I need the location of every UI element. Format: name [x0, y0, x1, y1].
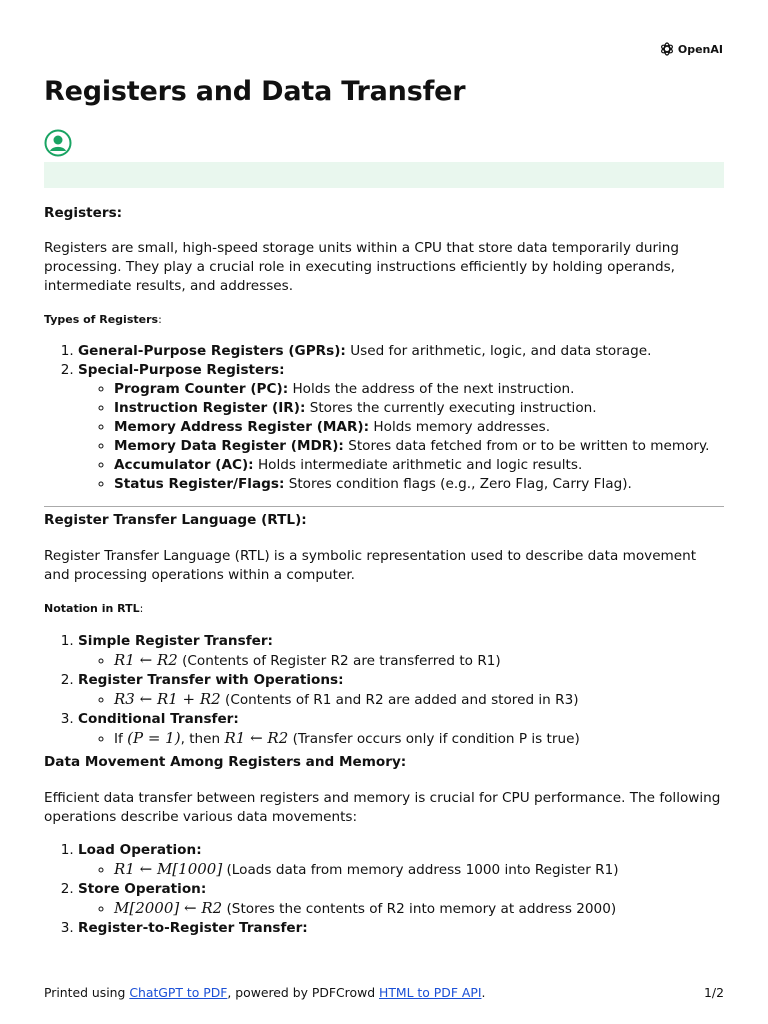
section-divider [44, 506, 724, 507]
math-expression: (P = 1) [127, 729, 181, 747]
special-registers-list [78, 380, 724, 494]
list-item: ◦ If (P = 1), then R1 ← R2 (Transfer occurs only if condition P is true) [114, 729, 724, 749]
page-number: 1/2 [704, 985, 724, 1000]
notation-list [44, 632, 724, 749]
page-title: Registers and Data Transfer [44, 76, 466, 107]
footer-credit: Printed using ChatGPT to PDF, powered by PDFCrowd HTML to PDF API. [44, 985, 486, 1000]
list-item: ◦ Memory Data Register (MDR): Stores data fetched from or to be written to memory. [114, 437, 724, 456]
list-item: 3. Conditional Transfer: ◦ If (P = 1), then R1 ← R2 (Transfer occurs only if condition P is true) [78, 710, 724, 749]
rtl-heading: Register Transfer Language (RTL): [44, 512, 307, 528]
prompt-band [44, 162, 724, 188]
list-item: ◦ R1 ← M[1000] (Loads data from memory address 1000 into Register R1) [114, 860, 724, 880]
rtl-intro: Register Transfer Language (RTL) is a symbolic representation used to describe data movement and processing operations within a computer. [44, 548, 697, 583]
math-expression: R3 ← R1 + R2 [114, 690, 221, 708]
math-expression: M[2000] ← R2 [114, 899, 223, 917]
list-item: 2. Register Transfer with Operations: ◦ R3 ← R1 + R2 (Contents of R1 and R2 are added and stored in R3) [78, 671, 724, 710]
html-to-pdf-api-link[interactable]: HTML to PDF API [379, 985, 482, 1000]
list-item: ◦ M[2000] ← R2 (Stores the contents of R2 into memory at address 2000) [114, 899, 724, 919]
types-heading: Types of Registers: [44, 313, 162, 326]
list-item: ◦ Program Counter (PC): Holds the address of the next instruction. [114, 380, 724, 399]
data-movement-heading: Data Movement Among Registers and Memory: [44, 754, 407, 770]
list-item: ◦ Memory Address Register (MAR): Holds memory addresses. [114, 418, 724, 437]
data-movement-intro: Efficient data transfer between registers and memory is crucial for CPU performance. The following operations describe various data movements: [44, 790, 721, 825]
data-movement-list [44, 841, 724, 938]
page-footer [44, 985, 724, 1000]
list-item: 1. Simple Register Transfer: ◦ R1 ← R2 (Contents of Register R2 are transferred to R1) [78, 632, 724, 671]
list-item: 1. Load Operation: ◦ R1 ← M[1000] (Loads data from memory address 1000 into Register R1) [78, 841, 724, 880]
list-item: 3. Register-to-Register Transfer: [78, 919, 724, 938]
chatgpt-to-pdf-link[interactable]: ChatGPT to PDF [129, 985, 228, 1000]
registers-intro: Registers are small, high-speed storage units within a CPU that store data temporarily during processing. They play a crucial role in executing instructions efficiently by holding operands, intermediate results, and addresses. [44, 240, 680, 294]
list-item: ◦ R1 ← R2 (Contents of Register R2 are transferred to R1) [114, 651, 724, 671]
list-item: ◦ Accumulator (AC): Holds intermediate arithmetic and logic results. [114, 456, 724, 475]
list-item: 2. Store Operation: ◦ M[2000] ← R2 (Stores the contents of R2 into memory at address 2000) [78, 880, 724, 919]
user-avatar-icon [44, 129, 72, 157]
openai-logo [659, 41, 723, 57]
openai-logo-icon [659, 41, 675, 57]
math-expression: R1 ← M[1000] [114, 860, 223, 878]
registers-heading: Registers: [44, 205, 123, 221]
types-list [44, 342, 724, 494]
list-item: 2. Special-Purpose Registers: ◦ Program Counter (PC): Holds the address of the next instruction. ◦ Instruction Register (IR): Stores the currently executing instruction. ◦ Memory Address Register (MAR): Holds memory addresses. ◦ Memory Data Register (MDR): Stores data fetched from or to be written to memory. ◦ Accumulator (AC): Holds intermediate arithmetic and logic results. ◦ Status Register/Flags: Stores condition flags (e.g., Zero Flag, Carry Flag). [78, 361, 724, 494]
math-expression: R1 ← R2 [224, 729, 289, 747]
list-item: ◦ Status Register/Flags: Stores condition flags (e.g., Zero Flag, Carry Flag). [114, 475, 724, 494]
math-expression: R1 ← R2 [114, 651, 178, 669]
list-item: ◦ R3 ← R1 + R2 (Contents of R1 and R2 are added and stored in R3) [114, 690, 724, 710]
document-body [44, 200, 724, 938]
list-item: ◦ Instruction Register (IR): Stores the currently executing instruction. [114, 399, 724, 418]
list-item: 1. General-Purpose Registers (GPRs): Used for arithmetic, logic, and data storage. [78, 342, 724, 361]
notation-heading: Notation in RTL: [44, 602, 144, 615]
brand-name: OpenAI [677, 42, 723, 56]
